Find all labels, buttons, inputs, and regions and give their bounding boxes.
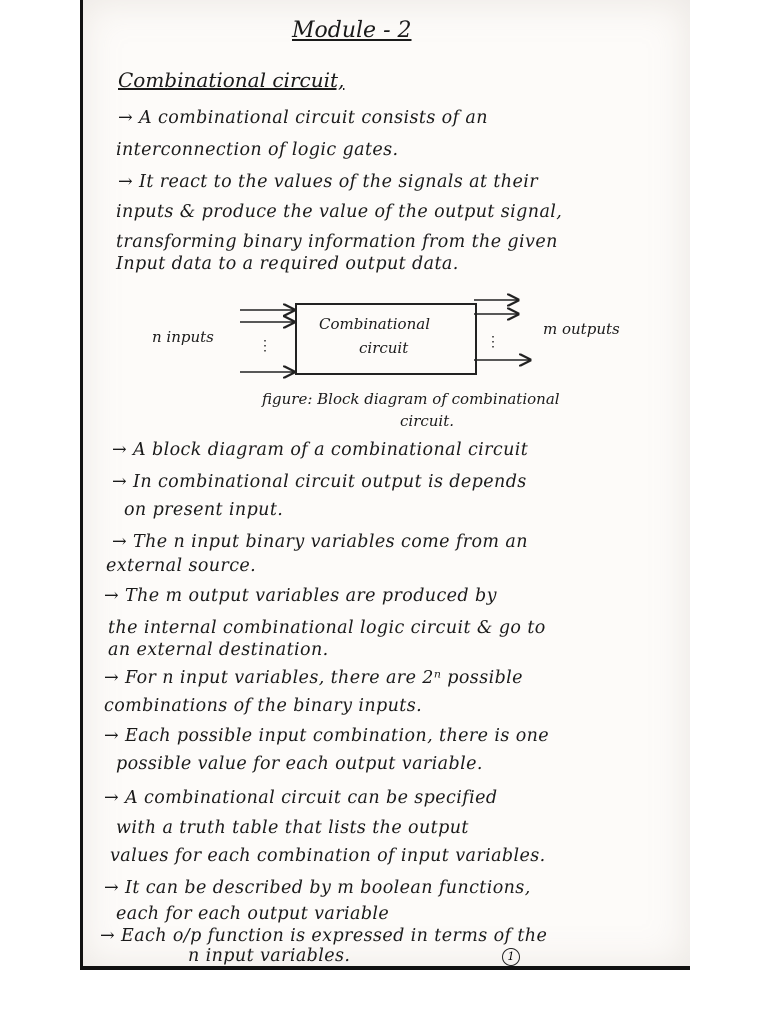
- intro-line: Input data to a required output data.: [116, 254, 459, 274]
- note-line: combinations of the binary inputs.: [104, 696, 423, 716]
- section-heading: Combinational circuit,: [118, 68, 345, 92]
- figure-caption: figure: Block diagram of combinational: [262, 390, 560, 408]
- page-title: Module - 2: [292, 18, 412, 43]
- note-line: possible value for each output variable.: [116, 754, 483, 774]
- note-line: → A block diagram of a combinational circuit: [112, 440, 529, 460]
- box-label-line1: Combinational: [319, 315, 430, 333]
- inputs-label: n inputs: [152, 328, 214, 346]
- note-line: → Each possible input combination, there is one: [104, 726, 550, 746]
- note-line: → A combinational circuit can be specified: [104, 788, 498, 808]
- input-ellipsis: ⋮: [258, 338, 272, 354]
- note-line: with a truth table that lists the output: [116, 818, 469, 838]
- note-line: n input variables.: [188, 946, 351, 966]
- note-line: external source.: [106, 556, 257, 576]
- note-line: → The n input binary variables come from an: [112, 532, 528, 552]
- note-line: on present input.: [124, 500, 284, 520]
- box-label-line2: circuit: [359, 339, 409, 357]
- note-line: → Each o/p function is expressed in terms of the: [100, 926, 548, 946]
- intro-line: → A combinational circuit consists of an: [118, 108, 488, 128]
- intro-line: inputs & produce the value of the output signal,: [116, 202, 563, 222]
- note-line: → The m output variables are produced by: [104, 586, 497, 606]
- intro-line: transforming binary information from the given: [116, 232, 558, 252]
- note-line: → It can be described by m boolean functions,: [104, 878, 531, 898]
- intro-line: → It react to the values of the signals at their: [118, 172, 538, 192]
- note-line: → For n input variables, there are 2ⁿ possible: [104, 668, 523, 688]
- note-line: values for each combination of input variables.: [110, 846, 546, 866]
- output-ellipsis: ⋮: [486, 334, 500, 350]
- note-line: an external destination.: [108, 640, 329, 660]
- intro-line: interconnection of logic gates.: [116, 140, 399, 160]
- page-number: 1: [502, 948, 520, 966]
- note-line: → In combinational circuit output is depends: [112, 472, 527, 492]
- outputs-label: m outputs: [543, 320, 620, 338]
- note-line: each for each output variable: [116, 904, 390, 924]
- figure-caption: circuit.: [400, 412, 455, 430]
- note-line: the internal combinational logic circuit & go to: [108, 618, 546, 638]
